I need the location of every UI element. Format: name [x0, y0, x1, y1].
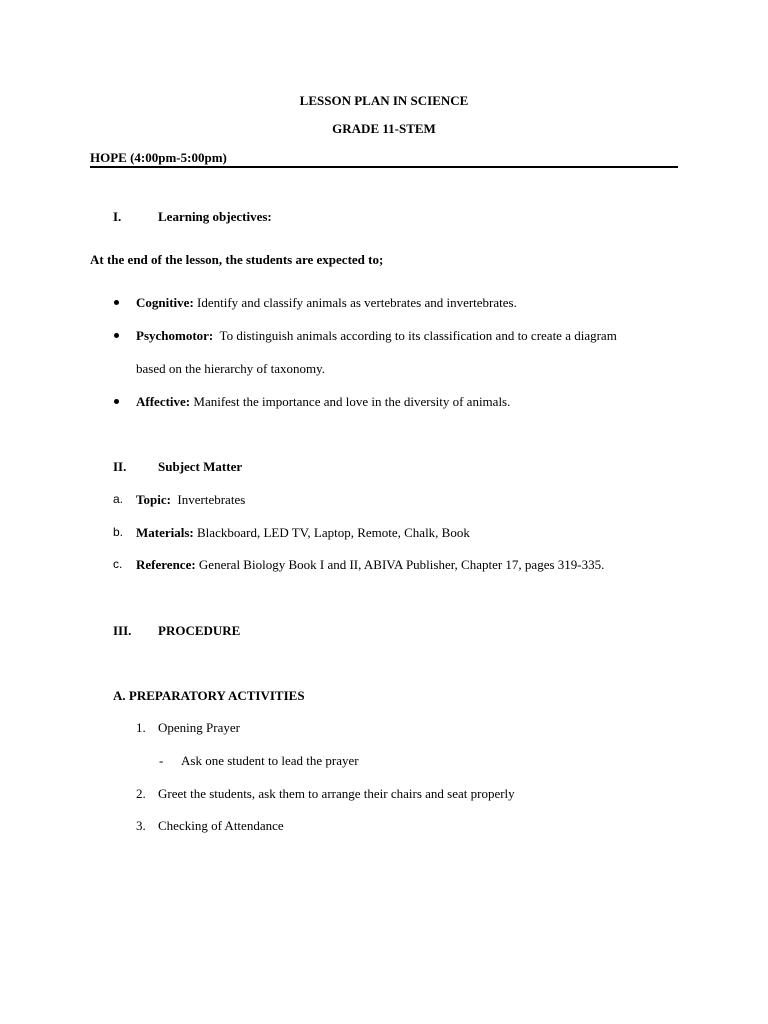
bullet-icon — [114, 399, 119, 404]
preparatory-heading: A. PREPARATORY ACTIVITIES — [113, 688, 305, 703]
section-numeral-iii: III. — [113, 623, 132, 638]
section-numeral-i: I. — [113, 209, 122, 224]
item-text: Invertebrates — [177, 492, 246, 507]
item-label: Reference: — [136, 557, 196, 572]
objective-continuation: based on the hierarchy of taxonomy. — [136, 361, 326, 376]
objectives-heading: Learning objectives: — [158, 209, 272, 224]
document-title: LESSON PLAN IN SCIENCE — [299, 93, 469, 108]
objective-text: Identify and classify animals as vertebrates and invertebrates. — [197, 295, 517, 310]
objective-label: Psychomotor: — [136, 328, 214, 343]
objective-cognitive — [136, 296, 517, 309]
bullet-icon — [114, 333, 119, 338]
objectives-intro: At the end of the lesson, the students are expected to; — [90, 252, 384, 267]
list-marker: a. — [113, 492, 124, 506]
subject-topic — [136, 493, 245, 506]
item-label: Topic: — [136, 492, 171, 507]
section-label: HOPE (4:00pm-5:00pm) — [90, 150, 227, 165]
step-marker: 3. — [136, 818, 146, 833]
subject-reference — [136, 558, 604, 571]
sub-step-marker: - — [159, 753, 164, 768]
objective-affective — [136, 395, 510, 408]
objective-label: Affective: — [136, 394, 191, 409]
header-divider — [90, 166, 678, 168]
grade-label: GRADE 11-STEM — [332, 121, 436, 136]
step-opening-prayer: Opening Prayer — [158, 720, 240, 735]
objective-psychomotor — [136, 329, 617, 342]
objective-text: Manifest the importance and love in the diversity of animals. — [193, 394, 511, 409]
step-attendance: Checking of Attendance — [158, 818, 284, 833]
section-numeral-ii: II. — [113, 459, 127, 474]
list-marker: b. — [113, 525, 124, 539]
sub-step-lead-prayer: Ask one student to lead the prayer — [181, 753, 359, 768]
subject-matter-heading: Subject Matter — [158, 459, 243, 474]
item-text: General Biology Book I and II, ABIVA Publisher, Chapter 17, pages 319-335. — [198, 557, 605, 572]
item-label: Materials: — [136, 525, 194, 540]
step-marker: 2. — [136, 786, 146, 801]
objective-text: To distinguish animals according to its classification and to create a diagram — [219, 328, 617, 343]
list-marker: c. — [113, 557, 123, 571]
subject-materials — [136, 526, 470, 539]
objective-label: Cognitive: — [136, 295, 194, 310]
bullet-icon — [114, 300, 119, 305]
item-text: Blackboard, LED TV, Laptop, Remote, Chalk, Book — [197, 525, 470, 540]
step-greet-students: Greet the students, ask them to arrange their chairs and seat properly — [158, 786, 515, 801]
procedure-heading: PROCEDURE — [158, 623, 241, 638]
step-marker: 1. — [136, 720, 146, 735]
